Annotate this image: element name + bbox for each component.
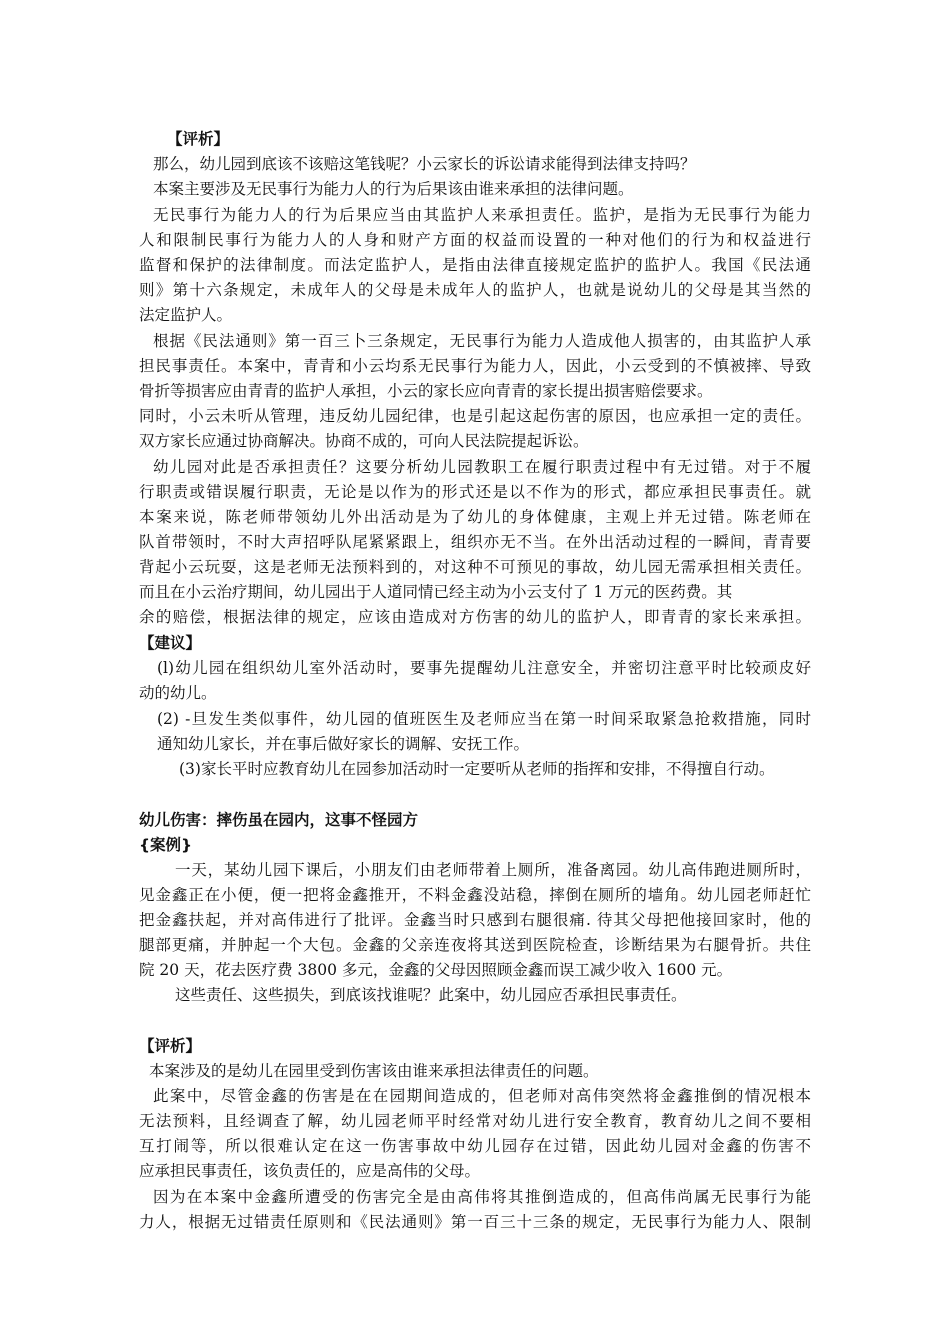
text-line: 无民事行为能力人的行为后果应当由其监护人来承担责任。监护，是指为无民事行为能力 xyxy=(153,206,811,224)
text-line: 此案中，尽管金鑫的伤害是在在园期间造成的，但老师对高伟突然将金鑫推倒的情况根本 xyxy=(153,1087,811,1105)
text-line: 通知幼儿家长，并在事后做好家长的调解、安抚工作。 xyxy=(157,735,530,753)
text-line: 幼儿园对此是否承担责任？这要分析幼儿园教职工在履行职责过程中有无过错。对于不履 xyxy=(153,458,811,476)
section-heading: 【建议】 xyxy=(139,634,202,652)
text-line: 腿部更痛，并肿起一个大包。金鑫的父亲连夜将其送到医院检查，诊断结果为右腿骨折。共住 xyxy=(139,936,811,954)
section-heading: 【评析】 xyxy=(167,130,230,148)
text-line: 则》第十六条规定，未成年人的父母是未成年人的监护人，也就是说幼儿的父母是其当然的 xyxy=(139,281,811,299)
text-line: 而且在小云治疗期间，幼儿园出于人道同情已经主动为小云支付了 1 万元的医药费。其 xyxy=(139,583,733,601)
text-line: 双方家长应通过协商解决。协商不成的，可向人民法院提起诉讼。 xyxy=(139,432,589,450)
text-line: 这些责任、这些损失，到底该找谁呢？此案中，幼儿园应否承担民事责任。 xyxy=(175,986,687,1004)
text-line: (3)家长平时应教育幼儿在园参加活动时一定要听从老师的指挥和安排，不得擅自行动。 xyxy=(179,760,775,778)
text-line: 法定监护人。 xyxy=(139,306,233,324)
text-line: 行职责或错误履行职责，无论是以作为的形式还是以不作为的形式，都应承担民事责任。就 xyxy=(139,483,811,501)
text-line: 监督和保护的法律制度。而法定监护人，是指由法律直接规定监护的监护人。我国《民法通 xyxy=(139,256,811,274)
section-heading: {案例} xyxy=(139,836,193,854)
text-line: 队首带领时，不时大声招呼队尾紧紧跟上，组织亦无不当。在外出活动过程的一瞬间，青青要 xyxy=(139,533,811,551)
text-line: 互打闹等，所以很难认定在这一伤害事故中幼儿园存在过错，因此幼儿园对金鑫的伤害不 xyxy=(139,1137,811,1155)
section-heading: 幼儿伤害：摔伤虽在园内，这事不怪园方 xyxy=(139,811,419,829)
text-line: 根据《民法通则》第一百三卜三条规定，无民事行为能力人造成他人损害的，由其监护人承 xyxy=(153,332,811,350)
section-heading: 【评析】 xyxy=(139,1037,202,1055)
text-line: 余的赔偿，根据法律的规定，应该由造成对方伤害的幼儿的监护人，即青青的家长来承担。 xyxy=(139,608,811,626)
text-line: 本案来说，陈老师带领幼儿外出活动是为了幼儿的身体健康，主观上并无过错。陈老师在 xyxy=(139,508,811,526)
text-line: 力人，根据无过错责任原则和《民法通则》第一百三十三条的规定，无民事行为能力人、限制 xyxy=(139,1213,811,1231)
text-line: 无法预料，且经调查了解，幼儿园老师平时经常对幼儿进行安全教育，教育幼儿之间不要相 xyxy=(139,1112,811,1130)
text-line: (2) -旦发生类似事件，幼儿园的值班医生及老师应当在第一时间采取紧急抢救措施，同时 xyxy=(157,710,811,728)
text-line: 一天，某幼儿园下课后，小朋友们由老师带着上厕所，准备离园。幼儿高伟跑进厕所时， xyxy=(175,861,811,879)
text-line: 动的幼儿。 xyxy=(139,684,217,702)
text-line: 院 20 天，花去医疗费 3800 多元，金鑫的父母因照顾金鑫而误工减少收入 1600 元。 xyxy=(139,961,733,979)
text-line: 那么，幼儿园到底该不该赔这笔钱呢？小云家长的诉讼请求能得到法律支持吗？ xyxy=(153,155,696,173)
text-line: 把金鑫扶起，并对高伟进行了批评。金鑫当时只感到右腿很痛. 待其父母把他接回家时，他的 xyxy=(139,911,811,929)
text-line: 见金鑫正在小便，便一把将金鑫推开，不料金鑫没站稳，摔倒在厕所的墙角。幼儿园老师赶忙 xyxy=(139,886,811,904)
text-line: 应承担民事责任，该负责任的，应是高伟的父母。 xyxy=(139,1162,481,1180)
text-line: (l)幼儿园在组织幼儿室外活动时，要事先提醒幼儿注意安全，并密切注意平时比较顽皮好 xyxy=(157,659,811,677)
text-line: 担民事责任。本案中，青青和小云均系无民事行为能力人，因此，小云受到的不慎被摔、导致 xyxy=(139,357,811,375)
text-line: 人和限制民事行为能力人的人身和财产方面的权益而设置的一种对他们的行为和权益进行 xyxy=(139,231,811,249)
text-line: 因为在本案中金鑫所遭受的伤害完全是由高伟将其推倒造成的，但高伟尚属无民事行为能 xyxy=(153,1188,811,1206)
text-line: 本案主要涉及无民事行为能力人的行为后果该由谁来承担的法律问题。 xyxy=(153,180,634,198)
text-line: 本案涉及的是幼儿在园里受到伤害该由谁来承担法律责任的问题。 xyxy=(149,1062,599,1080)
text-line: 同时，小云未听从管理，违反幼儿园纪律，也是引起这起伤害的原因，也应承担一定的责任。 xyxy=(139,407,811,425)
text-line: 背起小云玩耍，这是老师无法预料到的，对这种不可预见的事故，幼儿园无需承担相关责任。 xyxy=(139,558,811,576)
text-line: 骨折等损害应由青青的监护人承担，小云的家长应向青青的家长提出损害赔偿要求。 xyxy=(139,382,713,400)
